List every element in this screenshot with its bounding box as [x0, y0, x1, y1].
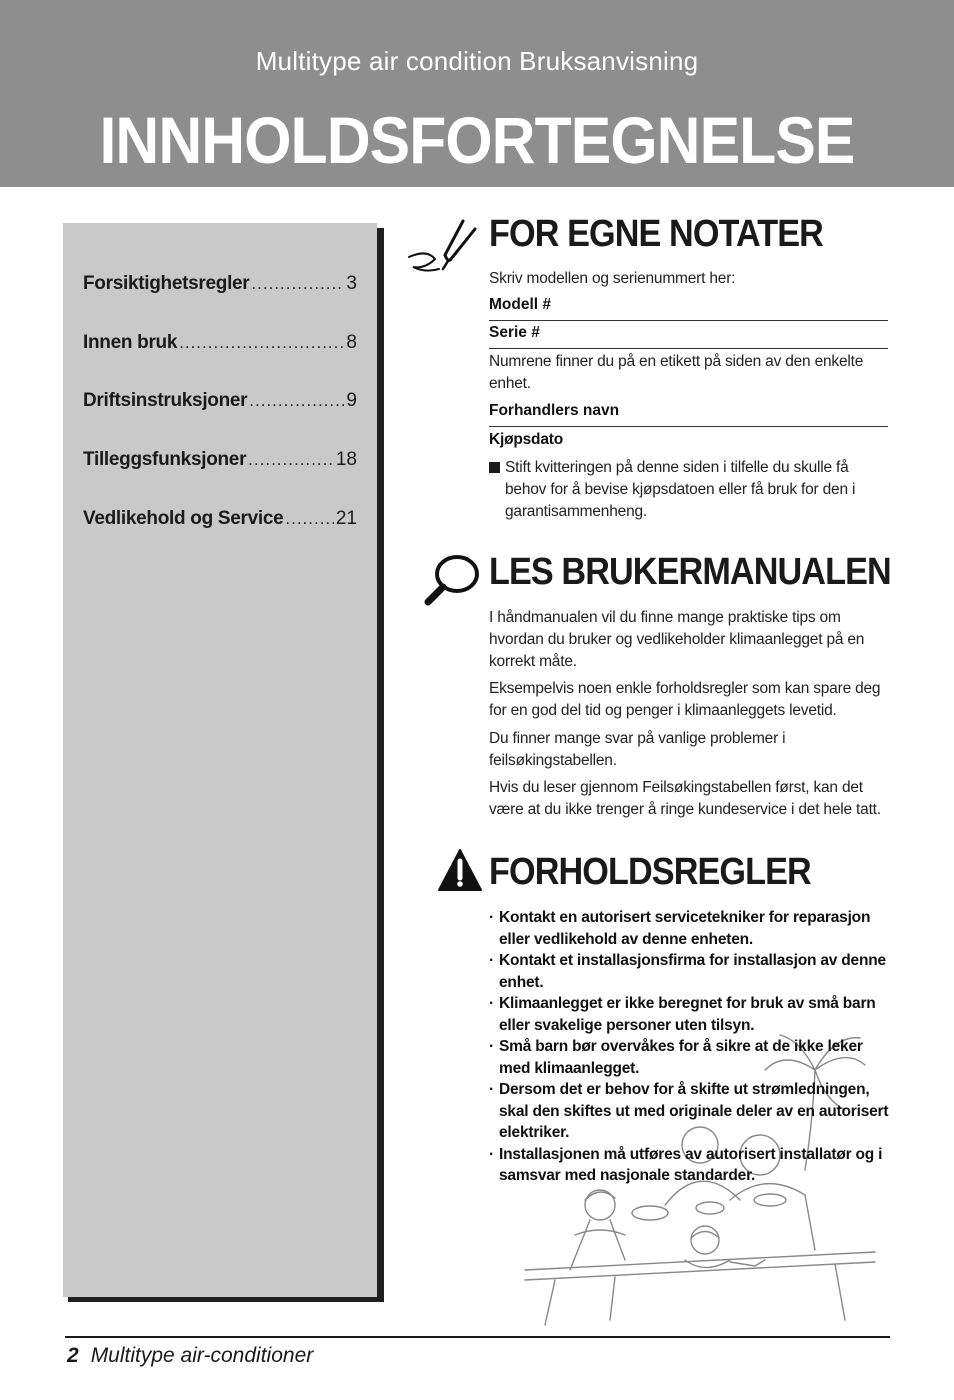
purchase-date-field[interactable]: Kjøpsdato [489, 431, 563, 448]
toc-leader-dots [249, 391, 344, 411]
toc-entry-page: 18 [335, 449, 357, 470]
warning-icon [437, 848, 483, 892]
page-title: INNHOLDSFORTEGNELSE [99, 103, 855, 177]
footer [67, 1344, 313, 1368]
magnifier-icon [423, 552, 483, 608]
toc-entry-page: 9 [346, 390, 357, 411]
caution-item: · Klimaanlegget er ikke beregnet for bruk av små barn eller svakelige personer uten tilsyn. [489, 993, 889, 1036]
caution-item: · Kontakt et installasjonsfirma for installasjon av denne enhet. [489, 950, 889, 993]
square-bullet-icon [489, 462, 500, 473]
toc-leader-dots [179, 333, 344, 353]
toc-entry-innen-bruk[interactable] [83, 332, 357, 360]
section-title-notes: FOR EGNE NOTATER [489, 213, 823, 255]
footer-divider [65, 1336, 890, 1338]
receipt-note [489, 457, 889, 523]
toc-entry-label: Innen bruk [83, 332, 178, 353]
toc-leader-dots [285, 509, 333, 529]
toc-entry-label: Vedlikehold og Service [83, 508, 284, 529]
footer-page-number: 2 [67, 1344, 79, 1367]
toc-entry-label: Driftsinstruksjoner [83, 390, 248, 411]
header-banner [0, 0, 954, 187]
toc-entry-driftsinstruksjoner[interactable] [83, 390, 357, 418]
caution-list [489, 907, 889, 1187]
manual-paragraph-1: I håndmanualen vil du finne mange praktiske tips om hvordan du bruker og vedlikeholder klimaanlegget på en korrekt måte. [489, 609, 865, 670]
serial-field[interactable]: Serie # [489, 322, 888, 349]
model-field[interactable]: Modell # [489, 294, 888, 321]
toc-entry-vedlikehold[interactable] [83, 508, 357, 536]
caution-item: · Dersom det er behov for å skifte ut strømledningen, skal den skiftes ut med originale deler av en autorisert elektriker. [489, 1079, 889, 1144]
document-subtitle: Multitype air condition Bruksanvisning [255, 46, 699, 76]
dealer-field[interactable]: Forhandlers navn [489, 400, 888, 427]
toc-leader-dots [251, 274, 344, 294]
receipt-note-text: Stift kvitteringen på denne siden i tilfelle du skulle få behov for å bevise kjøpsdatoen eller få bruk for den i garantisammenheng. [505, 459, 856, 520]
caution-item: · Installasjonen må utføres av autorisert installatør og i samsvar med nasjonale standarder. [489, 1144, 889, 1187]
caution-item: · Kontakt en autorisert servicetekniker for reparasjon eller vedlikehold av denne enheten. [489, 907, 889, 950]
toc-entry-label: Forsiktighetsregler [83, 273, 250, 294]
toc-entry-page: 21 [335, 508, 357, 529]
toc-entry-page: 3 [346, 273, 357, 294]
pen-icon [405, 217, 477, 279]
section-title-caution: FORHOLDSREGLER [489, 851, 811, 893]
toc-panel [63, 223, 377, 1297]
toc-entry-forsiktighetsregler[interactable] [83, 273, 357, 301]
caution-item: · Små barn bør overvåkes for å sikre at de ikke leker med klimaanlegget. [489, 1036, 889, 1079]
toc-entry-label: Tilleggsfunksjoner [83, 449, 247, 470]
toc-leader-dots [248, 450, 334, 470]
section-title-manual: LES BRUKERMANUALEN [489, 551, 891, 593]
manual-paragraph-4: Hvis du leser gjennom Feilsøkingstabellen først, kan det være at du ikke trenger å ringe kundeservice i det hele tatt. [489, 779, 881, 818]
toc-entry-page: 8 [346, 332, 357, 353]
toc-entry-tilleggsfunksjoner[interactable] [83, 449, 357, 477]
notes-intro: Skriv modellen og serienummert her: [489, 270, 736, 287]
label-location-text: Numrene finner du på en etikett på siden av den enkelte enhet. [489, 353, 864, 392]
manual-paragraph-2: Eksempelvis noen enkle forholdsregler som kan spare deg for en god del tid og penger i klimaanleggets levetid. [489, 680, 881, 719]
manual-paragraph-3: Du finner mange svar på vanlige problemer i feilsøkingstabellen. [489, 730, 786, 769]
footer-text: Multitype air-conditioner [90, 1344, 314, 1367]
